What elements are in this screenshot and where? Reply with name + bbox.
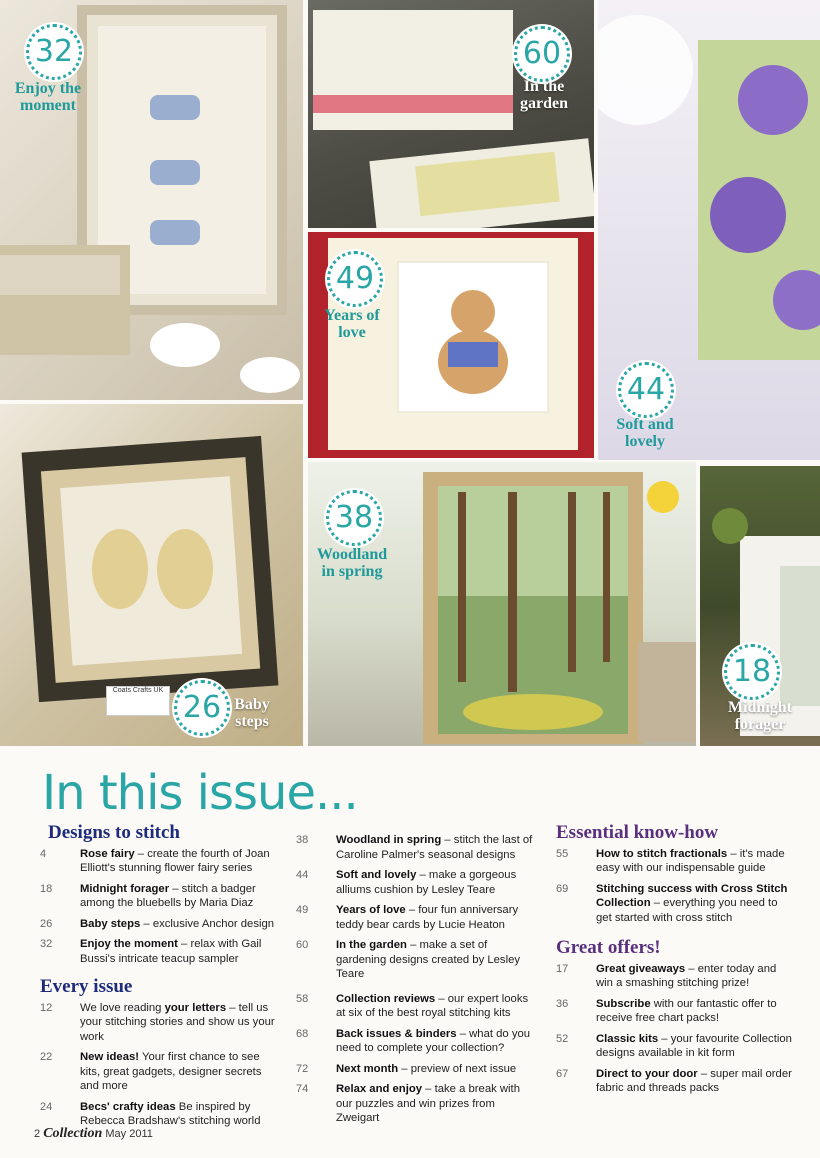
section-great-offers: Great offers! [556, 937, 661, 958]
item-description: – what do you need to complete your collection? [336, 1027, 531, 1054]
magazine-logo: Collection [43, 1126, 103, 1141]
contents-item[interactable] [40, 882, 280, 911]
item-title: Becs' crafty ideas [80, 1100, 176, 1113]
item-description: – take a break with our puzzles and win prizes from Zweigart [336, 1083, 520, 1124]
item-text [596, 847, 796, 876]
item-title: Direct to your door [596, 1067, 698, 1080]
page-number: 32 [40, 938, 53, 950]
contents-item[interactable] [556, 997, 796, 1026]
item-text [596, 1067, 796, 1096]
item-text [336, 1062, 536, 1077]
column-left [40, 822, 280, 1135]
section-designs-to-stitch: Designs to stitch [48, 822, 180, 843]
item-description: – super mail order fabric and threads packs [596, 1067, 792, 1094]
item-text [80, 847, 280, 876]
contents-item[interactable] [556, 847, 796, 876]
item-text [336, 833, 536, 862]
contents-item[interactable] [296, 833, 536, 862]
item-text [336, 1027, 536, 1056]
item-text [80, 937, 280, 966]
contents-item[interactable] [40, 1001, 280, 1045]
section-essential-know-how: Essential know-how [556, 822, 719, 843]
page-number: 4 [40, 847, 47, 860]
contents-item[interactable] [556, 882, 796, 926]
page-badge-18[interactable]: 18 [724, 644, 780, 700]
item-description: – preview of next issue [398, 1062, 517, 1075]
contents-item[interactable] [296, 938, 536, 982]
contents-item[interactable] [296, 1082, 536, 1126]
item-description: – create the fourth of Joan Elliott's stunning flower fairy series [80, 847, 270, 874]
page-number: 18 [40, 882, 53, 895]
page-number: 68 [296, 1027, 309, 1040]
item-title: Subscribe [596, 997, 651, 1010]
contents-item[interactable] [296, 903, 536, 932]
page-title: In this issue... [42, 765, 358, 821]
contents-item[interactable] [556, 1032, 796, 1061]
item-title: your letters [164, 1001, 227, 1014]
page-number: 12 [40, 1001, 53, 1014]
item-text [596, 1032, 796, 1061]
item-description: – it's made easy with our indispensable guide [596, 847, 785, 874]
contents-item[interactable] [556, 1067, 796, 1096]
item-text [80, 1050, 280, 1094]
item-text [596, 882, 796, 926]
caption-enjoy-the-moment[interactable]: Enjoy the moment [14, 80, 82, 114]
page-number: 26 [40, 917, 53, 930]
page-number: 60 [296, 939, 309, 951]
contents-item[interactable] [296, 992, 536, 1021]
item-text [336, 903, 536, 932]
page-badge-38[interactable]: 38 [326, 490, 382, 546]
item-title: Great giveaways [596, 962, 686, 975]
page-number: 52 [556, 1032, 569, 1045]
item-description: – everything you need to get started with cross stitch [596, 897, 778, 924]
offers-list [556, 962, 796, 1096]
middle1-list [296, 833, 536, 982]
item-title: Enjoy the moment [80, 938, 178, 950]
contents-item[interactable] [40, 1100, 280, 1129]
caption-midnight-forager[interactable]: Midnight forager [727, 699, 792, 733]
page-number: 17 [556, 962, 569, 975]
caption-baby-steps[interactable]: Baby steps [234, 696, 270, 730]
item-text [80, 1100, 280, 1129]
contents-item[interactable] [40, 847, 280, 876]
item-title: Midnight forager [80, 882, 170, 895]
coats-crafts-logo: Coats Crafts UK [106, 686, 170, 716]
item-text [336, 868, 536, 897]
item-text [80, 882, 280, 911]
contents-item[interactable] [40, 937, 280, 966]
item-title: In the garden [336, 939, 407, 951]
item-description: – stitch a badger among the bluebells by Maria Diaz [80, 882, 256, 909]
item-text [336, 1082, 536, 1126]
item-title: Rose fairy [80, 847, 135, 860]
footer-page-number: 2 [34, 1128, 41, 1140]
item-description: – relax with Gail Bussi's intricate teacup sampler [80, 938, 262, 965]
every-list [40, 1001, 280, 1129]
item-description: – make a gorgeous alliums cushion by Lesley Teare [336, 869, 517, 896]
item-description: – make a set of gardening designs created by Lesley Teare [336, 939, 521, 980]
page-number: 58 [296, 992, 309, 1005]
item-text [336, 992, 536, 1021]
item-description: – your favourite Collection designs available in kit form [596, 1032, 792, 1059]
contents-item[interactable] [296, 1027, 536, 1056]
item-text [80, 917, 280, 932]
contents-item[interactable] [40, 1050, 280, 1094]
item-text [80, 1001, 280, 1045]
item-title: Years of love [336, 904, 406, 916]
item-description: with our fantastic offer to receive free chart packs! [596, 997, 777, 1024]
item-description: – stitch the last of Caroline Palmer's seasonal designs [336, 834, 533, 861]
caption-woodland-in-spring[interactable]: Woodland in spring [316, 546, 388, 580]
page-number: 72 [296, 1062, 309, 1075]
page-footer [34, 1126, 153, 1142]
page-badge-44[interactable]: 44 [618, 362, 674, 418]
item-text [336, 938, 536, 982]
page-number: 69 [556, 882, 569, 895]
item-description: – our expert looks at six of the best royal stitching kits [336, 992, 529, 1019]
contents-item[interactable] [296, 1062, 536, 1077]
item-title: Stitching success with Cross Stitch Collection [596, 882, 788, 909]
item-title: Woodland in spring [336, 834, 442, 846]
page-number: 22 [40, 1051, 53, 1063]
column-right [556, 822, 796, 1102]
item-title: Collection reviews [336, 992, 436, 1005]
item-prefix: We love reading [80, 1001, 165, 1014]
footer-issue-date: May 2011 [105, 1128, 153, 1140]
item-title: Classic kits [596, 1032, 659, 1045]
page-number: 55 [556, 847, 569, 860]
page-number: 67 [556, 1067, 569, 1080]
page-badge-32[interactable]: 32 [26, 24, 82, 80]
item-title: How to stitch fractionals [596, 847, 728, 860]
knowhow-list [556, 847, 796, 926]
contents-item[interactable] [40, 917, 280, 932]
column-middle [296, 833, 536, 1132]
item-title: Back issues & binders [336, 1027, 457, 1040]
item-description: – enter today and win a smashing stitching prize! [596, 962, 777, 989]
page-number: 74 [296, 1083, 309, 1095]
page-number: 24 [40, 1100, 53, 1113]
page-badge-60[interactable]: 60 [514, 26, 570, 82]
middle2-list [296, 992, 536, 1126]
contents-item[interactable] [556, 962, 796, 991]
page-number: 44 [296, 869, 309, 881]
item-description: Be inspired by Rebecca Bradshaw's stitching world [80, 1100, 261, 1127]
section-every-issue: Every issue [40, 976, 133, 997]
item-description: – exclusive Anchor design [140, 917, 275, 930]
item-title: Soft and lovely [336, 869, 417, 881]
item-title: Relax and enjoy [336, 1083, 423, 1095]
caption-soft-and-lovely[interactable]: Soft and lovely [616, 416, 674, 450]
page-badge-26[interactable]: 26 [174, 680, 230, 736]
page-number: 49 [296, 904, 309, 916]
item-description: Your first chance to see kits, great gadgets, designer secrets and more [80, 1051, 262, 1092]
item-description: – four fun anniversary teddy bear cards by Lucie Heaton [336, 904, 519, 931]
item-text [596, 962, 796, 991]
caption-in-the-garden[interactable]: In the garden [520, 78, 568, 112]
item-title: Next month [336, 1062, 399, 1075]
item-title: Baby steps [80, 917, 141, 930]
page-badge-49[interactable]: 49 [327, 251, 383, 307]
designs-list [40, 847, 280, 967]
page-number: 38 [296, 834, 309, 846]
caption-years-of-love[interactable]: Years of love [324, 307, 380, 341]
item-description: – tell us your stitching stories and show us your work [80, 1001, 275, 1043]
item-title: New ideas! [80, 1051, 140, 1063]
page-number: 36 [556, 997, 569, 1010]
item-text [596, 997, 796, 1026]
contents-item[interactable] [296, 868, 536, 897]
